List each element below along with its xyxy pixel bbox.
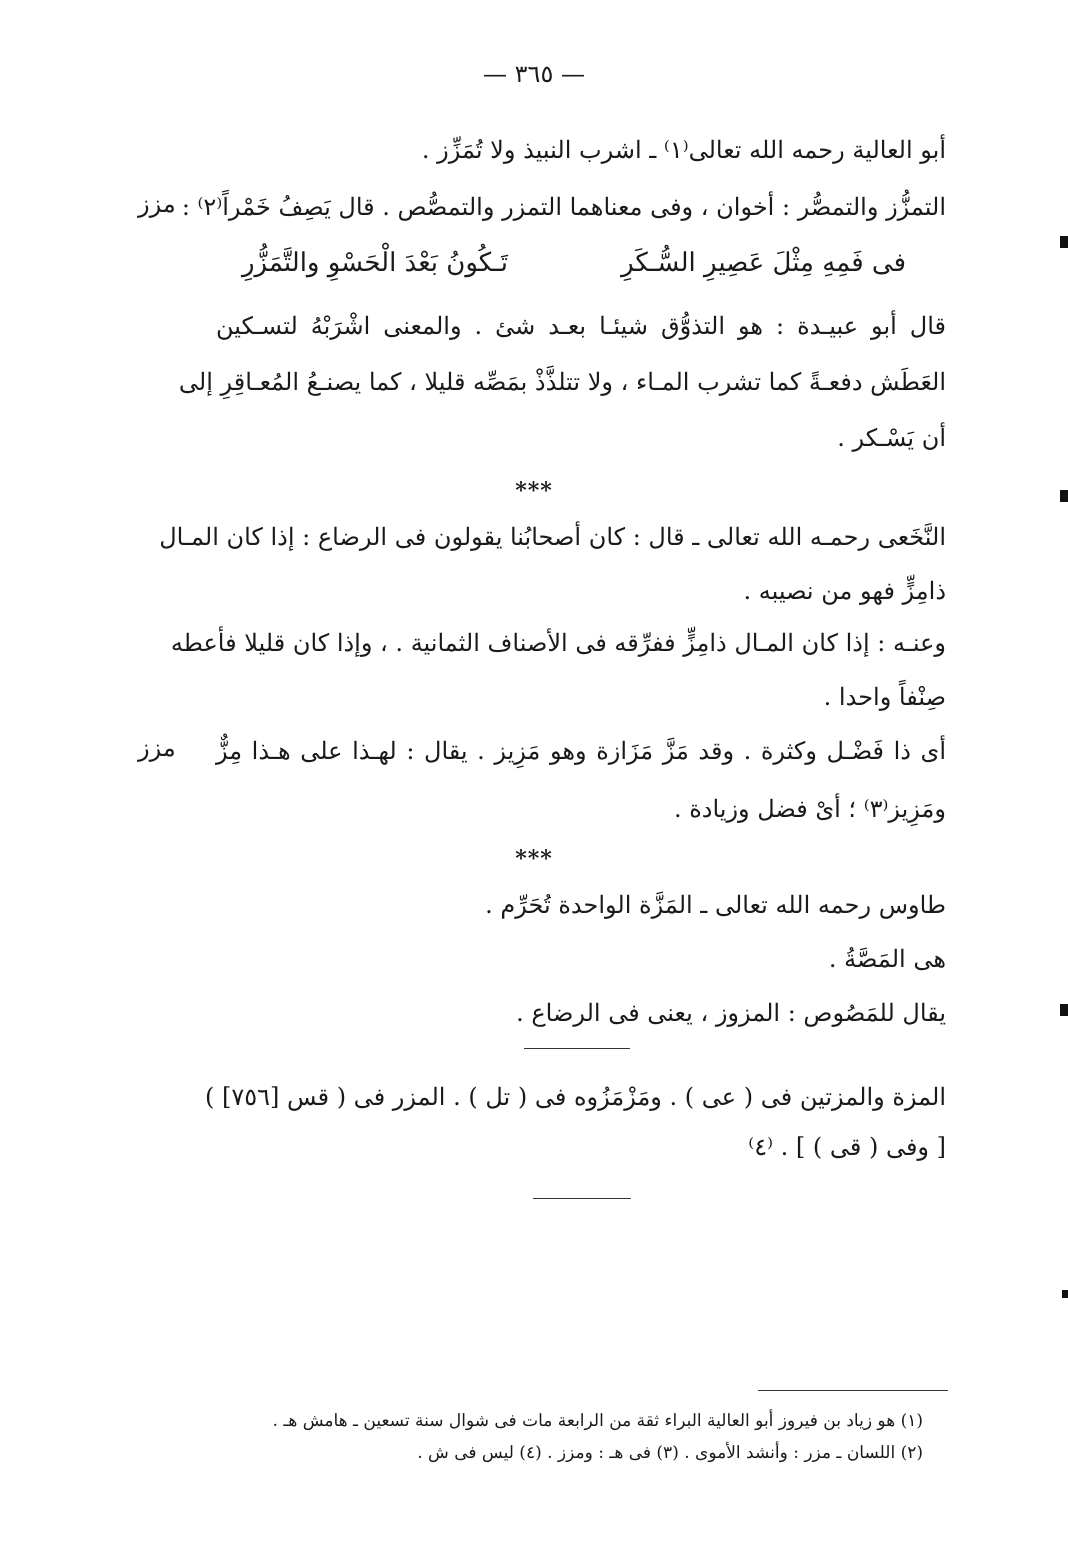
text-line: ومَزِيز⁽٣⁾ ؛ أىْ فضل وزيادة .	[673, 795, 946, 823]
text-line: أى ذا فَضْـل وكثرة . وقد مَزَّ مَزَازة وهو مَزِيز . يقال : لهـذا على هـذا مِزٌّ	[216, 737, 946, 765]
text-line: قال أبو عبيـدة : هو التذوُّق شيئـا بعـد شئ . والمعنى اشْرَبْهُ لتسـكين	[216, 312, 946, 340]
text-line: أن يَسْـكر .	[837, 424, 946, 452]
margin-root-word: مزز	[138, 734, 176, 762]
text-line: [ وفى ( قى ) ] . ⁽٤⁾	[748, 1133, 946, 1161]
footnote-rule	[758, 1390, 948, 1391]
text-line: يقال للمَصُوص : المزوز ، يعنى فى الرضاع .	[516, 999, 946, 1027]
verse-hemistich-first: تَـكُونُ بَعْدَ الْحَسْوِ والتَّمَزُّرِ	[242, 248, 508, 278]
section-separator: ***	[515, 846, 553, 872]
text-line: النَّخَعى رحمـه الله تعالى ـ قال : كان أصحابُنا يقولون فى الرضاع : إذا كان المـال	[159, 523, 946, 551]
text-line: ذامِزٍّ فهو من نصيبه .	[743, 577, 946, 605]
section-separator: ***	[515, 478, 553, 504]
text-line: طاوس رحمه الله تعالى ـ المَزَّة الواحدة تُحَرِّم .	[485, 891, 946, 919]
footnote: (١) هو زياد بن فيروز أبو العالية البراء ثقة من الرابعة مات فى شوال سنة تسعين ـ هامش هـ .	[272, 1411, 923, 1431]
text-line: أبو العالية رحمه الله تعالى⁽١⁾ ـ اشرب النبيذ ولا تُمَزِّز .	[421, 136, 946, 164]
text-line: العَطَش دفعـةً كما تشرب المـاء ، ولا تتلذَّذْ بمَصِّه قليلا ، كما يصنـعُ المُعـاقِرِ إلى	[178, 368, 946, 396]
section-rule	[533, 1198, 631, 1199]
verse-hemistich-second: فى فَمِهِ مِثْلَ عَصِيرِ السُّـكَرِ	[621, 248, 906, 278]
scan-edge-mark	[1060, 1004, 1068, 1016]
text-line: صِنْفاً واحدا .	[823, 683, 946, 711]
scan-edge-mark	[1062, 1290, 1068, 1298]
text-line: التمزُّز والتمصُّر : أخوان ، وفى معناهما التمزر والتمصُّص . قال يَصِفُ خَمْراً⁽٢⁾ :	[181, 193, 946, 221]
text-line: هى المَصَّةُ .	[828, 945, 946, 973]
scan-edge-mark	[1060, 490, 1068, 502]
text-line: المزة والمزتين فى ( عى ) . ومَزْمَزُوه فى ( تل ) . المزر فى ( قس [٧٥٦] )	[204, 1083, 946, 1111]
scan-edge-mark	[1060, 236, 1068, 248]
margin-root-word: مزز	[138, 190, 176, 218]
footnote: (٢) اللسان ـ مزر : وأنشد الأموى . (٣) فى هـ : ومزز . (٤) ليس فى ش .	[417, 1443, 923, 1463]
section-rule	[524, 1048, 630, 1049]
text-line: وعنـه : إذا كان المـال ذامِزٍّ ففرِّقه فى الأصناف الثمانية . ، وإذا كان قليلا فأعطه	[170, 629, 946, 657]
page-number: — ٣٦٥ —	[483, 60, 585, 88]
